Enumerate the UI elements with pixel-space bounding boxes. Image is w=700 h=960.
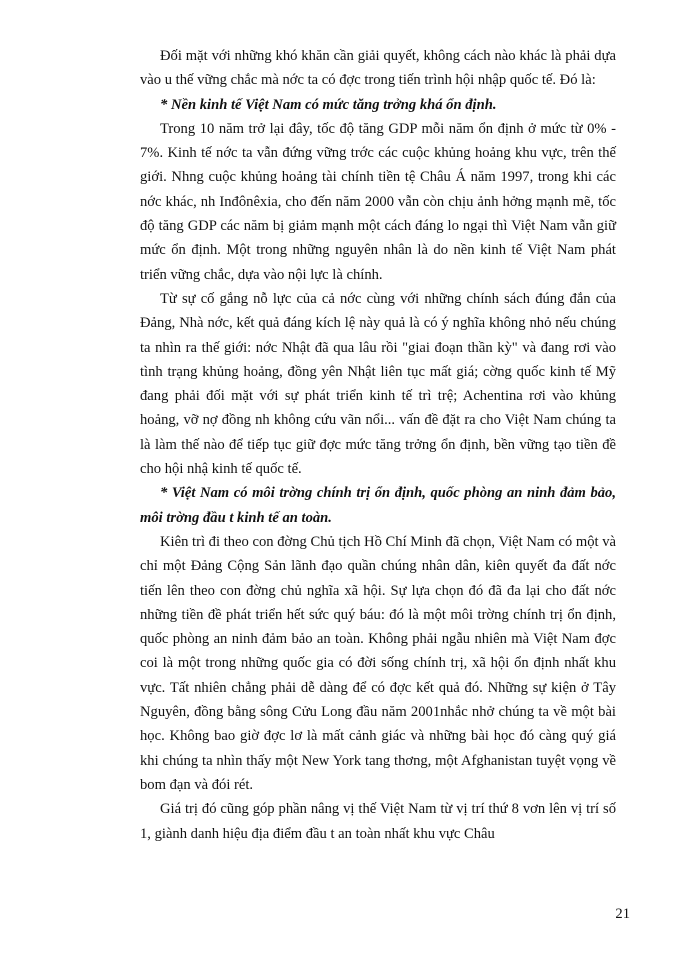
section-heading-politics: * Việt Nam có môi trờng chính trị ổn định, quốc phòng an ninh đảm bảo, môi trờng đầu t kinh tế an toàn. (140, 485, 616, 526)
paragraph-intro: Đối mặt với những khó khăn cần giải quyết, không cách nào khác là phải dựa vào u thế vững chắc mà nớc ta có đợc trong tiến trình hội nhập quốc tế. Đó là: (140, 48, 616, 89)
paragraph-investment-ranking: Giá trị đó cũng góp phần nâng vị thế Việt Nam từ vị trí thứ 8 vơn lên vị trí số 1, giành danh hiệu địa điểm đầu t an toàn nhất khu vực Châu (140, 801, 616, 842)
page-number: 21 (615, 906, 630, 922)
section-heading-economy: * Nền kinh tế Việt Nam có mức tăng trởng khá ổn định. (160, 96, 497, 113)
paragraph-gdp-growth: Trong 10 năm trở lại đây, tốc độ tăng GDP mỗi năm ổn định ở mức từ 0% - 7%. Kinh tế nớc ta vẫn đứng vững trớc các cuộc khủng hoảng khu vực, trên thế giới. Nhng cuộc khủng hoảng tài chính tiền tệ Châu Á năm 1997, trong khi các nớc khác, nh Inđônêxia, cho đến năm 2000 vẫn còn chịu ảnh hởng mạnh mẽ, tốc độ tăng GDP các năm bị giảm mạnh một cách đáng lo ngại thì Việt Nam vẫn giữ mức ổn định. Một trong những nguyên nhân là do nền kinh tế Việt Nam phát triển vững chắc, dựa vào nội lực là chính. (140, 120, 616, 283)
paragraph-world-comparison: Từ sự cố gắng nỗ lực của cả nớc cùng với những chính sách đúng đắn của Đảng, Nhà nớc, kết quả đáng kích lệ này quả là có ý nghĩa không nhỏ nếu chúng ta nhìn ra thế giới: nớc Nhật đã qua lâu rồi "giai đoạn thần kỳ" và đang rơi vào tình trạng khủng hoảng, đồng yên Nhật liên tục mất giá; cờng quốc kinh tế Mỹ đang phải đối mặt với sự phát triển kinh tế trì trệ; Achentina rơi vào khủng hoảng, vỡ nợ đồng nh không cứu vãn nổi... vấn đề đặt ra cho Việt Nam chúng ta là làm thế nào để tiếp tục giữ đợc mức tăng trởng ổn định, bền vững tạo tiền đề cho hội nhậ kinh tế quốc tế. (140, 290, 616, 478)
paragraph-political-stability: Kiên trì đi theo con đờng Chủ tịch Hồ Chí Minh đã chọn, Việt Nam có một và chỉ một Đảng Cộng Sản lãnh đạo quần chúng nhân dân, kiên quyết đa đất nớc tiến lên theo con đờng chủ nghĩa xã hội. Sự lựa chọn đó đã đa lại cho đất nớc những tiền đề phát triển hết sức quý báu: đó là một môi trờng chính trị ổn định, quốc phòng an ninh đảm bảo an toàn. Không phải ngẫu nhiên mà Việt Nam đợc coi là một trong những quốc gia có đời sống chính trị, xã hội ổn định nhất khu vực. Tất nhiên chẳng phải dễ dàng để có đợc kết quả đó. Những sự kiện ở Tây Nguyên, đồng bằng sông Cửu Long đầu năm 2001nhắc nhở chúng ta về một bài học. Không bao giờ đợc lơ là mất cảnh giác và những bài học đó càng quý giá khi chúng ta nhìn thấy một New York tang thơng, một Afghanistan tuyệt vọng về bom đạn và đói rét. (140, 533, 616, 793)
document-body (140, 44, 616, 846)
